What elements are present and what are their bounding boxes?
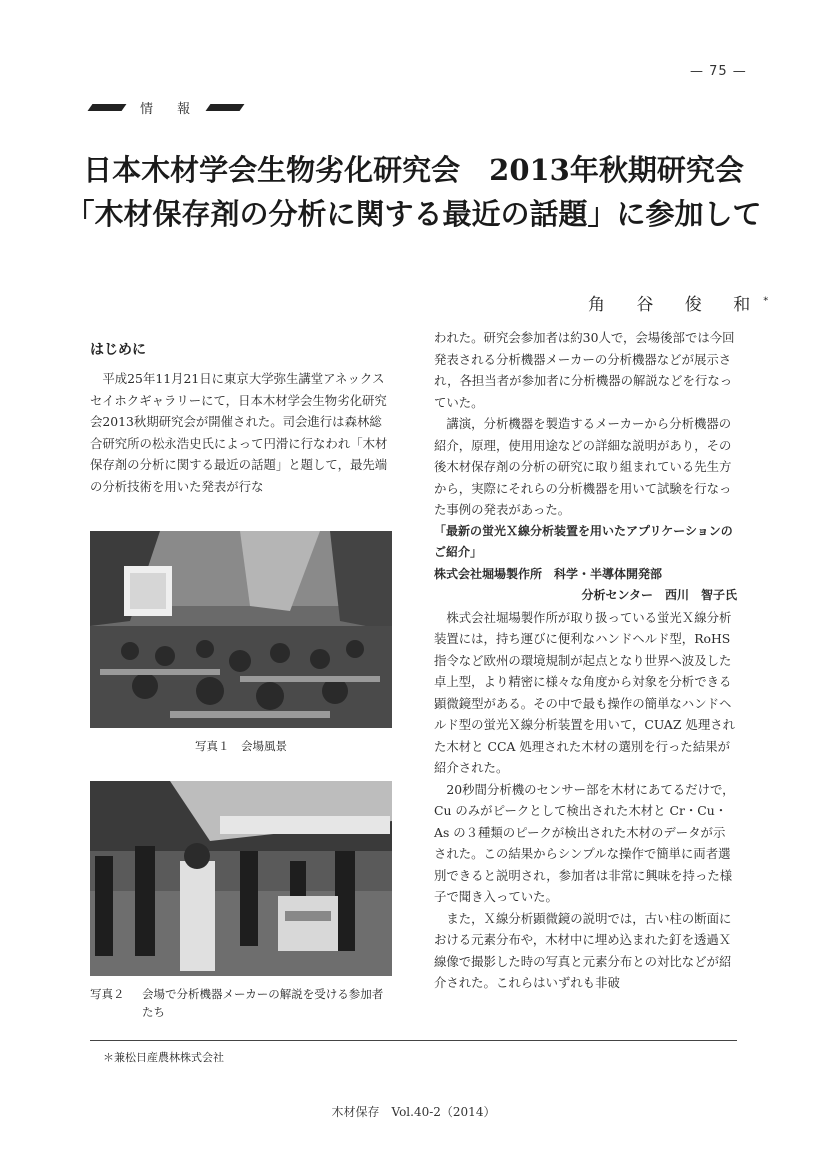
- section-bar-left: [88, 104, 127, 111]
- photo-venue-caption: 写真１ 会場風景: [195, 739, 287, 753]
- photo-exhibit-caption-label: 写真２: [90, 987, 125, 1001]
- right-paragraph-3: 株式会社堀場製作所が取り扱っている蛍光Ｘ線分析装置には，持ち運びに便利なハンドヘルド型，RoHS 指令など欧州の環境規制が起点となり世界へ波及した卓上型，より精密に様々な角度から対象を分析できる顕微鏡型がある。その中で最も操作の簡単なハンドヘルド型の蛍光Ｘ線分析装置を用いて，CUAZ 処理された木材と CCA 処理された木材の選別を行った結果が紹介された。: [434, 609, 735, 775]
- left-paragraph: 平成25年11月21日に東京大学弥生講堂アネックス セイホクギャラリーにて，日本木材学会生物劣化研究会2013秋期研究会が開催された。司会進行は森林総合研究所の松永浩史氏によって円滑に行なわれ「木材保存剤の分析に関する最近の話題」と題して，最先端の分析技術を用いた発表が行な: [90, 371, 388, 494]
- author: [588, 290, 768, 315]
- left-column: [90, 368, 392, 497]
- right-paragraph-4: 20秒間分析機のセンサー部を木材にあてるだけで，Cu のみがピークとして検出された木材と Cr・Cu・As の３種類のピークが検出された木材のデータが示された。この結果からシンプルな操作で簡単に両者選別できると説明され，参加者は非常に興味を持った様子で聞き入っていた。: [434, 781, 735, 904]
- author-mark: *: [763, 295, 769, 307]
- speaker-affiliation: 株式会社堀場製作所 科学・半導体開発部: [434, 566, 663, 581]
- page-number: — 75 —: [690, 64, 747, 79]
- photo-exhibit-caption: [90, 985, 392, 1019]
- photo-venue: [90, 531, 392, 728]
- section-label-text: 情 報: [140, 102, 201, 117]
- talk-title: 「最新の蛍光Ｘ線分析装置を用いたアプリケーションのご紹介」: [434, 523, 733, 559]
- title-line-2: 「木材保存剤の分析に関する最近の話題」に参加して: [65, 197, 762, 231]
- right-paragraph-1: われた。研究会参加者は約30人で，会場後部では今回発表される分析機器メーカーの分析機器などが展示され，各担当者が参加者に分析機器の解説などを行なっていた。: [434, 330, 735, 410]
- footnote-rule: [90, 1040, 737, 1041]
- photo-venue-image: [90, 531, 392, 728]
- section-label: [90, 98, 242, 117]
- right-column: [434, 327, 737, 994]
- footnote: ＊兼松日産農林株式会社: [103, 1051, 224, 1064]
- journal-footer: 木材保存 Vol.40-2（2014）: [331, 1105, 496, 1119]
- speaker-name: 分析センター 西川 智子氏: [581, 588, 737, 602]
- right-paragraph-2: 講演，分析機器を製造するメーカーから分析機器の紹介，原理，使用用途などの詳細な説明があり，その後木材保存剤の分析の研究に取り組まれている先生方から，実際にそれらの分析機器を用いて試験を行なった事例の発表があった。: [434, 416, 732, 517]
- photo-exhibit: [90, 781, 392, 976]
- photo-exhibit-image: [90, 781, 392, 976]
- section-bar-right: [206, 104, 245, 111]
- title-line-1: 日本木材学会生物劣化研究会 2013年秋期研究会: [83, 153, 744, 187]
- photo-exhibit-caption-text: 会場で分析機器メーカーの解説を受ける参加者たち: [142, 987, 384, 1019]
- author-name: 角 谷 俊 和: [588, 295, 764, 315]
- intro-heading: はじめに: [90, 342, 146, 358]
- right-paragraph-5: また，Ｘ線分析顕微鏡の説明では，古い柱の断面における元素分布や，木材中に埋め込まれた釘を透過Ｘ線像で撮影した時の写真と元素分布との対比などが紹介された。これらはいずれも非破: [434, 910, 732, 990]
